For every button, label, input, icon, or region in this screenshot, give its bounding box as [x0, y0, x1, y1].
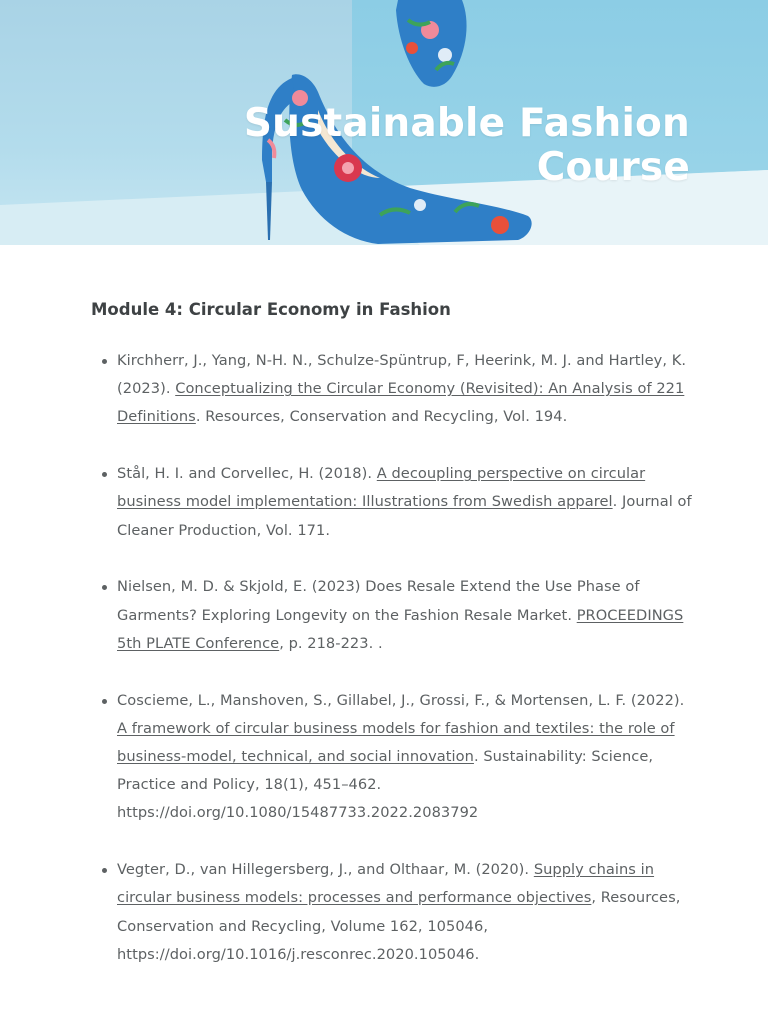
bullet-icon	[102, 699, 107, 704]
hero-banner	[0, 0, 768, 245]
reference-link[interactable]: Conceptualizing the Circular Economy (Revisited): An Analysis of 221 Definitions	[117, 380, 685, 426]
reference-item	[117, 347, 697, 432]
reference-source: , Resources, Conservation and Recycling, Volume 162, 105046, https://doi.org/10.1016/j.resconrec.2020.105046.	[117, 889, 681, 963]
reference-link[interactable]: PROCEEDINGS 5th PLATE Conference	[117, 606, 684, 652]
course-title-line2: Course	[536, 145, 690, 190]
reference-list	[97, 347, 697, 998]
reference-source: . Resources, Conservation and Recycling, Vol. 194.	[195, 408, 568, 426]
reference-text: Nielsen, M. D. & Skjold, E. (2023) Does Resale Extend the Use Phase of Garments? Exploring Longevity on the Fashion Resale Market.	[117, 578, 640, 624]
upper-shoe	[396, 0, 467, 87]
reference-link[interactable]: A framework of circular business models for fashion and textiles: the role of business-model, technical, and social innovation	[117, 719, 675, 766]
course-title-line1: Sustainable Fashion	[243, 101, 690, 146]
reference-item	[117, 460, 697, 545]
course-title	[244, 102, 690, 190]
reference-source: . Journal of Cleaner Production, Vol. 171.	[117, 493, 692, 539]
reference-text: Vegter, D., van Hillegersberg, J., and Olthaar, M. (2020).	[117, 861, 534, 879]
reference-link[interactable]: A decoupling perspective on circular business model implementation: Illustrations from Swedish apparel	[117, 465, 646, 511]
bullet-icon	[102, 585, 107, 590]
module-title: Module 4: Circular Economy in Fashion	[91, 300, 451, 319]
reference-item	[117, 856, 697, 969]
reference-source: . Sustainability: Science, Practice and Policy, 18(1), 451–462. https://doi.org/10.1080/15487733.2022.2083792	[117, 748, 654, 822]
bullet-icon	[102, 868, 107, 873]
reference-text: Stål, H. I. and Corvellec, H. (2018).	[117, 465, 377, 483]
reference-source: , p. 218-223. .	[279, 634, 383, 652]
reference-item	[117, 687, 697, 828]
reference-item	[117, 573, 697, 658]
reference-link[interactable]: Supply chains in circular business models: processes and performance objectives	[117, 861, 655, 907]
reference-text: Coscieme, L., Manshoven, S., Gillabel, J., Grossi, F., & Mortensen, L. F. (2022).	[117, 691, 685, 709]
bullet-icon	[102, 359, 107, 364]
reference-text: Kirchherr, J., Yang, N-H. N., Schulze-Spüntrup, F, Heerink, M. J. and Hartley, K. (2023).	[117, 352, 687, 398]
bullet-icon	[102, 472, 107, 477]
